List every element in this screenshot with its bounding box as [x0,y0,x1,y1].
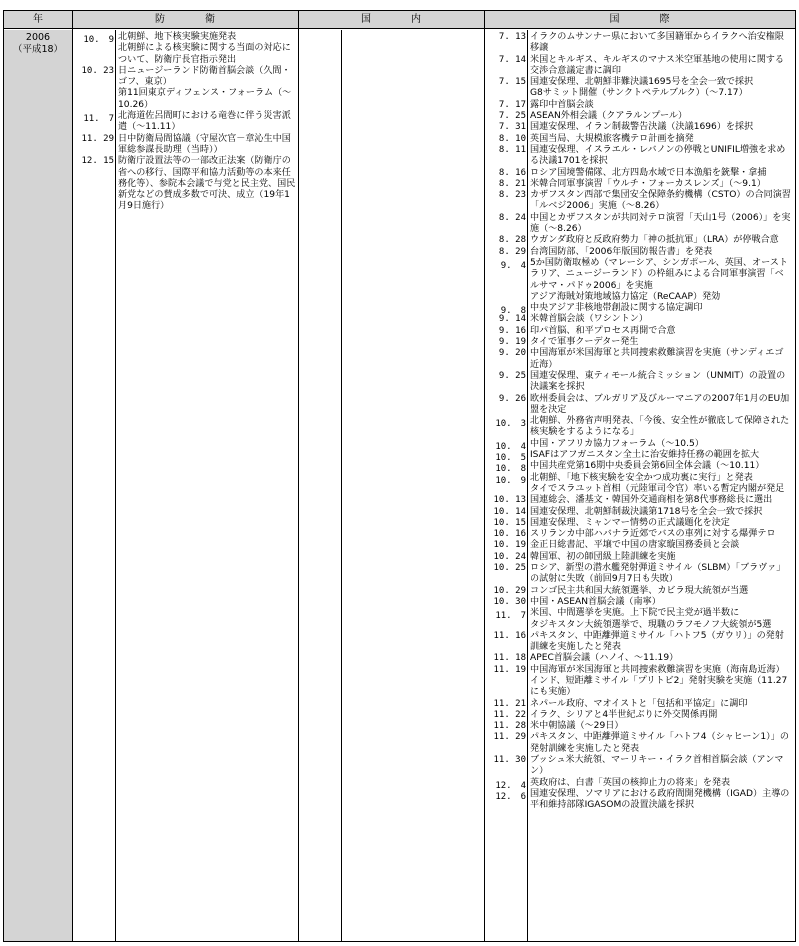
entry-line: イラク、シリアと4半世紀ぶりに外交関係再開 [530,709,718,720]
entry-line: 米韓合同軍事演習「ウルチ・フォーカスレンズ」（～9.1） [530,178,766,189]
entry-line: 日ニュージーランド防衛首脳会談（久間・ゴフ、東京） [118,65,291,88]
entry-date: 9. 16 [498,325,526,336]
entry-date: 9. 4 [500,260,526,271]
entry-date: 11. 28 [493,721,526,732]
entry-text [530,55,792,78]
entry-text [530,134,792,145]
entry-line: カザフスタン西部で集団安全保障条約機構（CSTO）の合同演習「ルベジ2006」実施（～8.26） [530,190,791,212]
year-western: 2006 [25,32,51,43]
entry-line: インド、短距離ミサイル「プリトビ2」発射実験を実施（11.27にも実施） [530,675,788,698]
entry-text [530,495,792,506]
entry-text [530,439,792,450]
entry-line: 北海道佐呂間町における竜巻に伴う災害派遣（～11.11） [118,111,291,133]
entry-line: 国連安保理、東ティモール統合ミッション（UNMIT）の設置の決議案を採択 [530,370,786,393]
entry-line: 中国・ASEAN首脳会議（南寧） [530,596,661,607]
entry-line: 日中防衛局間協議（守屋次官－章沁生中国軍総参謀長助理（当時）） [118,133,291,155]
entry-date: 12. 15 [81,156,114,167]
entry-date: 9. 8 [500,306,526,317]
entry-date: 10. 15 [493,517,526,528]
entry-date: 8. 16 [498,167,526,178]
entry-line: 国連安保理、ソマリアにおける政府間開発機構（IGAD）主導の平和維持部隊IGASOMの設置決議を採択 [530,788,790,811]
entry-text [530,586,792,597]
entry-text [530,326,792,337]
year-japanese: （平成18） [12,44,64,55]
entry-text [530,258,792,303]
entry-date: 8. 29 [498,246,526,257]
entry-date: 7. 25 [498,111,526,122]
entry-line: 英国当局、大規模旅客機テロ計画を摘発 [530,133,694,144]
entry-text [530,32,792,55]
entry-date: 12. 6 [495,791,526,802]
entry-date: 11. 19 [493,664,526,675]
entry-line: 防衛庁設置法等の一部改正法案（防衛庁の省への移行、国際平和協力活動等の本来任務化等）、参院本会議で与党と民主党、国民新党などの賛成多数で可決、成立（19年1月9日施行） [118,156,296,212]
header-international: 国 際 [484,11,795,29]
entry-text [530,552,792,563]
entry-line: 米国とキルギス、キルギスのマナス米空軍基地の使用に関する交渉合意議定書に調印 [530,54,784,76]
entry-date: 8. 24 [498,212,526,223]
entry-text [530,778,792,789]
entry-line: 5か国防衛取極め（マレーシア、シンガポール、英国、オーストラリア、ニュージーランド）の枠組みによる合同軍事演習「ベルサマ・パドゥ2006」を実施 [530,257,788,291]
entry-line: ブッシュ米大統領、マーリキー・イラク首相首脳会談（アンマン） [530,755,784,777]
entry-line: パキスタン、中距離弾道ミサイル「ハトフ4（シャヒーン1）」の発射訓練を実施したと発表 [530,732,789,754]
entry-text [530,631,792,654]
entry-text [530,314,792,325]
entry-date: 8. 10 [498,133,526,144]
entry-date: 11. 21 [493,698,526,709]
header-defense: 防 衛 [72,11,298,29]
entry-text [530,461,792,472]
entry-text [530,665,792,699]
entry-date: 10. 30 [493,596,526,607]
entry-text [530,608,792,631]
entry-line: タイでスラユット首相（元陸軍司令官）率いる暫定内閣が発足 [530,483,785,494]
entry-line: 中国海軍が米国海軍と共同捜索救難演習を実施（サンディエゴ近海） [530,348,784,370]
entry-text [530,518,792,529]
entry-text [530,710,792,721]
entry-line: 北朝鮮、外務省声明発表、「今後、安全性が徹底して保障された核実験をするようになる」 [530,416,790,438]
entry-text [530,371,792,394]
entry-text [530,337,792,348]
entry-line: 中央アジア非核地帯創設に関する協定調印 [530,303,703,314]
entry-date: 7. 17 [498,99,526,110]
entry-text [530,247,792,258]
entry-date: 10. 23 [81,65,114,76]
entry-date: 9. 25 [498,370,526,381]
entry-date: 7. 14 [498,54,526,65]
entry-text [530,563,792,586]
entry-date: 11. 30 [493,755,526,766]
entry-date: 11. 29 [493,732,526,743]
entry-date: 7. 13 [498,32,526,42]
entry-date: 11. 29 [81,133,114,144]
entry-line: 韓国軍、初の師団級上陸訓練を実施 [530,551,676,562]
entry-date: 8. 28 [498,235,526,246]
entry-date: 10. 25 [493,563,526,574]
entry-line: ロシア国境警備隊、北方四島水域で日本漁船を銃撃・拿捕 [530,167,767,178]
entry-line: アジア海賊対策地域協力協定（ReCAAP）発効 [530,291,721,302]
entry-text [530,303,792,314]
entry-line: 英政府は、白書「英国の核抑止力の将来」を発表 [530,777,731,788]
entry-line: タジキスタン大統領選挙で、現職のラフモノフ大統領が5選 [530,619,772,630]
entry-line: ISAFはアフガニスタン全土に治安維持任務の範囲を拡大 [530,450,760,461]
entry-text [530,507,792,518]
entry-date: 11. 16 [493,630,526,641]
entry-line: 欧州委員会は、ブルガリア及びルーマニアの2007年1月のEU加盟を決定 [530,393,790,415]
entry-date: 10. 8 [495,464,526,475]
entry-text [530,473,792,496]
entry-line: イラクのムサンナー県において多国籍軍からイラクへ治安権限移譲 [530,32,784,54]
entry-line: 第11回東京ディフェンス・フォーラム（～10.26） [118,88,292,110]
entry-date: 8. 11 [498,144,526,155]
entry-date: 9. 26 [498,393,526,404]
entry-text [530,190,792,213]
entry-line: タイで軍事クーデター発生 [530,337,639,348]
chronology-table [3,10,796,942]
entry-text [530,789,792,812]
entry-date: 10. 16 [493,529,526,540]
entry-date: 11. 7 [495,611,526,622]
entry-text [530,100,792,111]
entry-line: ネパール政府、マオイストと「包括和平協定」に調印 [530,698,748,709]
entry-date: 10. 4 [495,441,526,452]
entry-line: 中国とカザフスタンが共同対テロ演習「天山1号（2006）」を実施（～8.26） [530,212,791,235]
entry-text [530,213,792,236]
entry-line: APEC首脳会議（ハノイ、～11.19） [530,653,679,664]
entry-text [530,699,792,710]
entry-text [530,348,792,371]
entry-date: 10. 19 [493,540,526,551]
entry-text [530,721,792,732]
entry-line: 北朝鮮、地下核実験実施発表 [118,32,237,42]
entry-text [530,732,792,755]
entry-line: パキスタン、中距離弾道ミサイル「ハトフ5（ガウリ）」の発射訓練を実施したと発表 [530,630,784,653]
entry-line: 露印中首脳会談 [530,99,594,110]
entry-date: 10. 5 [495,453,526,464]
entry-text [530,111,792,122]
entry-line: 北朝鮮、「地下核実験を安全かつ成功裏に実行」と発表 [530,472,753,483]
entry-date: 7. 15 [498,77,526,88]
entry-date: 11. 7 [83,114,114,125]
entry-line: 国連安保理、北朝鮮制裁決議第1718号を全会一致で採択 [530,506,763,517]
entry-line: ロシア、新型の潜水艦発射弾道ミサイル（SLBM）「ブラヴァ」の試射に失敗（前回9月7日も失敗） [530,563,786,585]
entry-date: 11. 18 [493,653,526,664]
entry-line: 米韓首脳会談（ワシントン） [530,314,648,325]
entry-line: 国連安保理、北朝鮮非難決議1695号を全会一致で採択 [530,77,754,88]
entry-text [530,450,792,461]
entry-date: 11. 22 [493,709,526,720]
entry-text [530,597,792,608]
entry-line: 米中朝協議（～29日） [530,721,624,732]
entry-date: 9. 19 [498,337,526,348]
entry-date: 10. 9 [495,475,526,486]
entry-text [530,235,792,246]
entry-line: 印パ首脳、和平プロセス再開で合意 [530,325,676,336]
entry-line: 中国・アフリカ協力フォーラム（～10.5） [530,438,704,449]
entry-date: 12. 4 [495,780,526,791]
entry-line: ASEAN外相会議（クアラルンプール） [530,111,688,122]
entry-line: 国連安保理、ミャンマー情勢の正式議題化を決定 [530,517,730,528]
entry-line: G8サミット開催（サンクトペテルブルク）（～7.17） [530,88,748,99]
entry-line: 台湾国防部、「2006年版国防報告書」を発表 [530,246,713,257]
header-domestic: 国 内 [298,11,484,29]
entry-date: 10. 9 [83,35,114,45]
entry-text [530,394,792,417]
entry-line: 中国海軍が米国海軍と共同捜索救難演習を実施（海南島近海） [530,664,785,675]
entry-text [530,77,792,100]
entry-date: 10. 29 [493,585,526,596]
entry-date: 8. 21 [498,178,526,189]
entry-text [530,168,792,179]
entry-date: 10. 3 [495,419,526,430]
entry-line: 金正日総書記、平壌で中国の唐家璇国務委員と会談 [530,540,740,551]
entry-line: 北朝鮮による核実験に関する当面の対応について、防衛庁長官指示発出 [118,43,291,65]
entry-line: ウガンダ政府と反政府勢力「神の抵抗軍」（LRA）が停戦合意 [530,235,779,246]
entry-date: 10. 13 [493,495,526,506]
entry-text [530,145,792,168]
entry-line: 国連安保理、イラン制裁警告決議（決議1696）を採択 [530,122,754,133]
international-column [4,11,795,941]
entry-date: 9. 20 [498,348,526,359]
entry-text [530,755,792,778]
entry-text [530,179,792,190]
entry-text [530,540,792,551]
entry-line: 中国共産党第16期中央委員会第6回全体会議（～10.11） [530,461,765,472]
entry-line: コンゴ民主共和国大統領選挙、カビラ現大統領が当選 [530,585,749,596]
entry-line: 国連総会、潘基文・韓国外交通商相を第8代事務総長に選出 [530,495,773,506]
entry-text [530,122,792,133]
header-year: 年 [4,11,72,29]
entry-text [530,653,792,664]
entry-text [530,529,792,540]
entry-date: 7. 31 [498,122,526,133]
entry-date: 9. 14 [498,314,526,325]
entry-date: 10. 14 [493,506,526,517]
entry-line: 米国、中間選挙を実施。上下院で民主党が過半数に [530,608,740,619]
entry-text [530,416,792,439]
entry-date: 10. 24 [493,551,526,562]
entry-date: 8. 23 [498,190,526,201]
entry-line: 国連安保理、イスラエル・レバノンの停戦とUNIFIL増強を求める決議1701を採択 [530,144,786,167]
entry-line: スリランカ中部ハバナラ近郊でバスの車列に対する爆弾テロ [530,529,776,540]
